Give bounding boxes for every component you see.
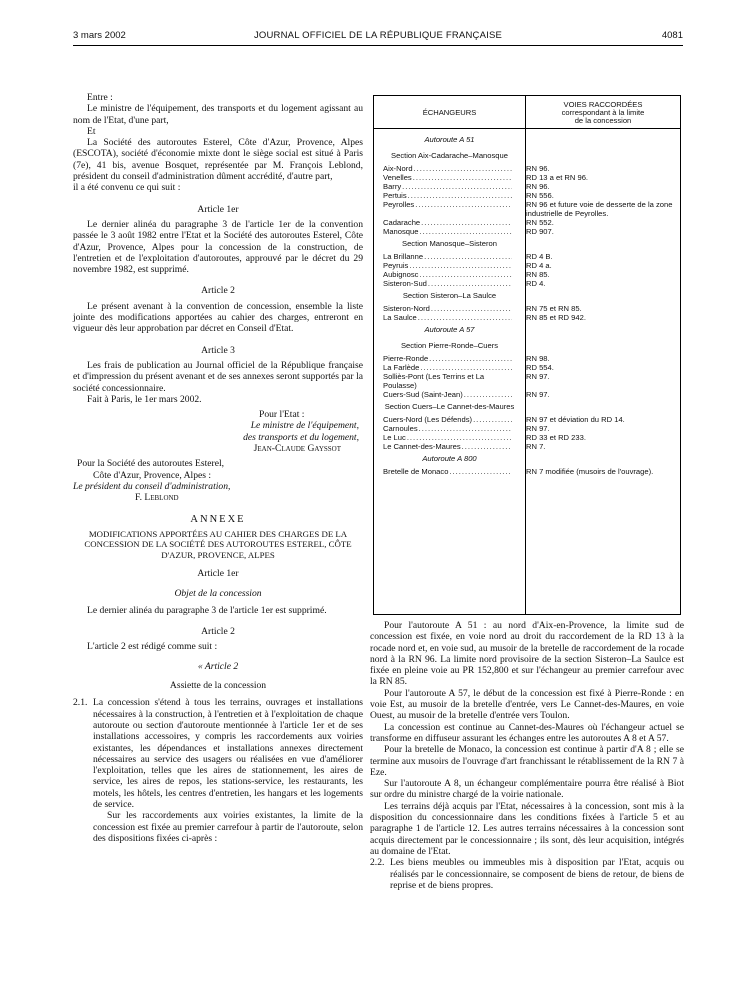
- paragraph-2-2-number: 2.2.: [370, 857, 385, 869]
- echangeur-cell: [374, 304, 512, 313]
- section-label: Autoroute A 57: [424, 325, 475, 334]
- sig-etat-role-1: Le ministre de l'équipement,: [250, 420, 359, 432]
- table-row: [374, 200, 680, 218]
- header-title: JOURNAL OFFICIEL DE LA RÉPUBLIQUE FRANÇAISE: [253, 30, 503, 41]
- table-row: [374, 354, 680, 363]
- article-3-title: Article 3: [201, 344, 235, 356]
- voie-raccordee: RN 97 et déviation du RD 14.: [526, 415, 625, 424]
- echangeur-cell: [374, 415, 512, 424]
- echangeur-name: Venelles: [383, 173, 412, 182]
- echangeur-cell: [374, 424, 512, 433]
- table-header-echangeurs: ÉCHANGEURS: [422, 108, 477, 117]
- echangeur-name: Solliès-Pont (Les Terrins et La Poulasse): [383, 372, 485, 390]
- echangeur-name: Cuers-Nord (Les Défends): [383, 415, 473, 424]
- paragraph-2-1-b: Sur les raccordements aux voiries existantes, la limite de la concession est fixée au premier carrefour à partir de l'autoroute, selon des dispositions fixées ci-après :: [93, 810, 363, 844]
- echangeur-cell: [374, 173, 512, 182]
- paragraph-2-1-number: 2.1.: [73, 697, 88, 709]
- echangeur-name: Cadarache: [383, 218, 421, 227]
- objet-concession: Objet de la concession: [174, 587, 262, 599]
- echangeur-cell: [374, 363, 512, 372]
- echangeur-name: Le Luc: [383, 433, 406, 442]
- table-header-divider: [374, 128, 680, 129]
- section-label: Section Sisteron–La Saulce: [402, 291, 497, 300]
- paragraph-2-1-text: La concession s'étend à tous les terrains, ouvrages et installations nécessaires à la construction, à l'entretien et à l'exploitation de chaque autoroute ou section d'autoroute mentionnée à l'article 1er et de ses installations accessoires, y compris les raccordements aux voiries existantes, les dépendances et installations annexes directement nécessaires au service des usagers ou réalisées en vue d'améliorer l'exploitation, telles que les aires de stationnement, les aires de service, les aires de repos, les stations-service, les restaurants, les motels, les hôtels, les centres d'entretien, les hangars et les logements de service.: [93, 697, 363, 811]
- paragraph-2-1: [73, 697, 363, 810]
- assiette-concession: Assiette de la concession: [169, 680, 267, 692]
- echangeur-name: La Saulce: [383, 313, 417, 322]
- right-para-a57: Pour l'autoroute A 57, le début de la concession est fixé à Pierre-Ronde : en voie Est, au musoir de la bretelle d'entrée, vers Le Cannet-des-Maures, en voie Ouest, au musoir de la bretelle d'entrée vers Toulon.: [370, 687, 684, 722]
- table-row: [374, 218, 680, 227]
- annexe-title: ANNEXE: [190, 513, 246, 525]
- table-header-voies-line-2: correspondant à la limite: [561, 108, 645, 117]
- echangeur-name: Peyrolles: [383, 200, 415, 209]
- echangeur-cell: [374, 467, 512, 476]
- section-label: Section Pierre-Ronde–Cuers: [400, 341, 499, 350]
- table-row: [374, 304, 680, 313]
- right-para-a51: Pour l'autoroute A 51 : au nord d'Aix-en-Provence, la limite sud de concession est fixée, en voie nord au droit du raccordement de la RD 13 à la rocade nord et, en voie sud, au musoir de la bretelle de raccordement de la rocade nord à la RN 96. La limite nord provisoire de la section Sisteron–La Saulce est fixée en pleine voie au PR 152,800 et sur l'échangeur au premier carrefour avec la RN 85.: [370, 620, 684, 688]
- voie-raccordee: RN 98.: [526, 354, 550, 363]
- sig-societe-name: F. Leblond: [135, 492, 179, 504]
- echangeur-cell: [374, 354, 512, 363]
- annexe-article-1-text: Le dernier alinéa du paragraphe 3 de l'article 1er est supprimé.: [87, 604, 327, 616]
- table-row: [374, 227, 680, 236]
- voie-raccordee: RN 7 modifiée (musoirs de l'ouvrage).: [526, 467, 654, 476]
- voie-raccordee: RN 75 et RN 85.: [526, 304, 582, 313]
- article-2-text: Le présent avenant à la convention de concession, ensemble la liste jointe des modifications apportées au cahier des charges, entreront en vigueur dès leur approbation par décret en Conseil d'Etat.: [73, 300, 363, 335]
- echangeur-cell: [374, 252, 512, 261]
- header-page-number: 4081: [661, 30, 683, 41]
- table-header-voies: [526, 101, 680, 125]
- et: Et: [87, 125, 96, 137]
- echangeur-name: La Farlède: [383, 363, 420, 372]
- party-2: La Société des autoroutes Esterel, Côte d'Azur, Provence, Alpes (ESCOTA), société d'économie mixte dont le siège social est situé à Paris (7e), 41 bis, avenue Bosquet, représentée par M. François Leblond, président du conseil d'administration dûment accrédité, d'autre part,: [73, 137, 363, 183]
- sig-societe-label-2: Côte d'Azur, Provence, Alpes :: [93, 469, 212, 481]
- echangeur-cell: [374, 313, 512, 322]
- table-section-heading: [374, 148, 680, 164]
- entre: Entre :: [87, 92, 113, 103]
- quoted-article-2: « Article 2: [197, 660, 239, 672]
- party-1: Le ministre de l'équipement, des transports et du logement agissant au nom de l'Etat, d'une part,: [73, 103, 363, 126]
- echangeur-cell: [374, 182, 512, 191]
- table-section-heading: [374, 236, 680, 252]
- table-row: [374, 433, 680, 442]
- right-para-cannet: La concession est continue au Cannet-des-Maures où l'échangeur actuel se transforme en diffuseur assurant les échanges entre les autoroutes A 8 et A 57.: [370, 721, 684, 744]
- echangeur-name: Pertuis: [383, 191, 407, 200]
- right-para-monaco: Pour la bretelle de Monaco, la concession est continue à partir d'A 8 ; elle se termine aux musoirs de l'ouvrage d'art franchissant le rétablissement de la RN 7 à Eze.: [370, 744, 684, 778]
- echangeur-name: Pierre-Ronde: [383, 354, 429, 363]
- table-row: [374, 372, 680, 390]
- echangeur-cell: [374, 261, 512, 270]
- voie-raccordee: RN 96.: [526, 182, 550, 191]
- left-column: [73, 92, 363, 844]
- table-row: [374, 252, 680, 261]
- voie-raccordee: RD 554.: [526, 363, 554, 372]
- echangeur-cell: [374, 218, 512, 227]
- page-header: [73, 30, 683, 46]
- article-1-text: Le dernier alinéa du paragraphe 3 de l'article 1er de la convention passée le 3 août 1982 entre l'Etat et la Société des autoroutes Esterel, Côte d'Azur, Provence, Alpes pour la concession de la construction, de l'entretien et de l'exploitation d'autoroutes, approuvé par le décret du 29 novembre 1982, est supprimé.: [73, 218, 363, 276]
- annexe-article-1-title: Article 1er: [197, 568, 239, 580]
- paragraph-2-2: [370, 857, 684, 891]
- voie-raccordee: RD 13 a et RN 96.: [526, 173, 589, 182]
- voie-raccordee: RD 4 B.: [526, 252, 553, 261]
- voie-raccordee: RD 907.: [526, 227, 554, 236]
- voie-raccordee: RN 552.: [526, 218, 554, 227]
- table-row: [374, 313, 680, 322]
- voie-raccordee: RN 85 et RD 942.: [526, 313, 586, 322]
- echangeur-name: Carnoules: [383, 424, 418, 433]
- table-section-heading: [374, 322, 680, 338]
- echangeur-name: Aubignosc: [383, 270, 419, 279]
- voie-raccordee: RN 7.: [526, 442, 546, 451]
- right-para-a8: Sur l'autoroute A 8, un échangeur complémentaire pourra être réalisé à Biot sur ordre du ministre chargé de la voirie nationale.: [370, 778, 684, 801]
- voie-raccordee: RN 85.: [526, 270, 550, 279]
- voie-raccordee: RN 96.: [526, 164, 550, 173]
- echangeur-name: Manosque: [383, 227, 419, 236]
- sig-etat-name: Jean-Claude Gayssot: [253, 443, 341, 455]
- paragraph-2-2-text: Les biens meubles ou immeubles mis à disposition par l'Etat, acquis ou réalisés par le concessionnaire, se composent de biens de retour, de biens de reprise et de biens propres.: [390, 857, 684, 891]
- table-row: [374, 442, 680, 451]
- header-date: 3 mars 2002: [73, 30, 126, 41]
- annexe-article-2-title: Article 2: [201, 626, 235, 638]
- table-row: [374, 424, 680, 433]
- table-row: [374, 270, 680, 279]
- table-row: [374, 173, 680, 182]
- table-section-heading: [374, 288, 680, 304]
- header-rule: [73, 45, 683, 46]
- section-label: Autoroute A 51: [424, 135, 475, 144]
- table-row: [374, 182, 680, 191]
- section-label: Section Aix-Cadarache–Manosque: [391, 151, 508, 160]
- echangeur-cell: [374, 164, 512, 173]
- annexe-subtitle: MODIFICATIONS APPORTÉES AU CAHIER DES CHARGES DE LA CONCESSION DE LA SOCIÉTÉ DES AUTOROUTES ESTEREL, CÔTE D'AZUR, PROVENCE, ALPES: [84, 528, 352, 560]
- voie-raccordee: RD 4.: [526, 279, 546, 288]
- echangeur-cell: [374, 279, 512, 288]
- table-section-heading: [374, 338, 680, 354]
- table-row: [374, 279, 680, 288]
- echangeur-name: Bretelle de Monaco: [383, 467, 449, 476]
- table-body: [374, 132, 680, 476]
- table-section-heading: [374, 451, 680, 467]
- right-column: [370, 620, 684, 891]
- voie-raccordee: RN 97.: [526, 390, 550, 399]
- annexe-article-2-text: L'article 2 est rédigé comme suit :: [87, 641, 218, 653]
- echangeur-cell: [374, 191, 512, 200]
- echangeurs-table: [373, 95, 681, 615]
- sig-etat-role-2: des transports et du logement,: [243, 431, 359, 443]
- right-para-terrains: Les terrains déjà acquis par l'Etat, nécessaires à la concession, sont mis à la disposition du concessionnaire dans les conditions fixées à l'article 5 et au paragraphe 1 de l'article 12. Les autres terrains nécessaires à la concession sont acquis directement par le concessionnaire ; ils sont, dès leur acquisition, intégrés au domaine de l'Etat.: [370, 800, 684, 857]
- table-header-voies-line-3: de la concession: [574, 116, 632, 125]
- table-row: [374, 261, 680, 270]
- sig-societe-label: Pour la Société des autoroutes Esterel,: [77, 458, 225, 470]
- echangeur-cell: [374, 433, 512, 442]
- echangeur-cell: [374, 200, 512, 218]
- article-1-title: Article 1er: [197, 203, 239, 215]
- convenu: il a été convenu ce qui suit :: [73, 182, 181, 194]
- echangeur-name: Sisteron-Nord: [383, 304, 430, 313]
- table-row: [374, 191, 680, 200]
- table-header-voies-line-1: VOIES RACCORDÉES: [563, 100, 643, 109]
- echangeur-cell: [374, 390, 512, 399]
- section-label: Autoroute A 800: [422, 454, 477, 463]
- echangeur-name: La Brillanne: [383, 252, 424, 261]
- echangeur-cell: [374, 270, 512, 279]
- table-row: [374, 164, 680, 173]
- article-2-title: Article 2: [201, 285, 235, 297]
- table-section-heading: [374, 132, 680, 148]
- table-row: [374, 390, 680, 399]
- sig-societe-role: Le président du conseil d'administration,: [73, 480, 231, 492]
- table-row: [374, 363, 680, 372]
- section-label: Section Manosque–Sisteron: [402, 239, 497, 248]
- echangeur-name: Aix-Nord: [383, 164, 413, 173]
- section-label: Section Cuers–Le Cannet-des-Maures: [384, 402, 515, 411]
- sig-etat-label: Pour l'Etat :: [259, 409, 305, 421]
- echangeur-name: Sisteron-Sud: [383, 279, 427, 288]
- voie-raccordee: RN 556.: [526, 191, 554, 200]
- fait-a-paris: Fait à Paris, le 1er mars 2002.: [87, 393, 202, 405]
- echangeur-name: Peyruis: [383, 261, 409, 270]
- table-row: [374, 415, 680, 424]
- voie-raccordee: RN 96 et future voie de desserte de la zone industrielle de Peyrolles.: [526, 200, 673, 218]
- table-row: [374, 467, 680, 476]
- voie-raccordee: RN 97.: [526, 372, 550, 381]
- article-3-text: Les frais de publication au Journal officiel de la République française et d'impression du présent avenant et de ses annexes seront supportés par la société concessionnaire.: [73, 359, 363, 394]
- echangeur-name: Le Cannet-des-Maures: [383, 442, 461, 451]
- echangeur-cell: [374, 442, 512, 451]
- echangeur-cell: [374, 372, 512, 390]
- echangeur-name: Barry: [383, 182, 402, 191]
- echangeur-cell: [374, 227, 512, 236]
- voie-raccordee: RD 4 a.: [526, 261, 552, 270]
- table-section-heading: [374, 399, 680, 415]
- echangeur-name: Cuers-Sud (Saint-Jean): [383, 390, 463, 399]
- voie-raccordee: RN 97.: [526, 424, 550, 433]
- voie-raccordee: RD 33 et RD 233.: [526, 433, 586, 442]
